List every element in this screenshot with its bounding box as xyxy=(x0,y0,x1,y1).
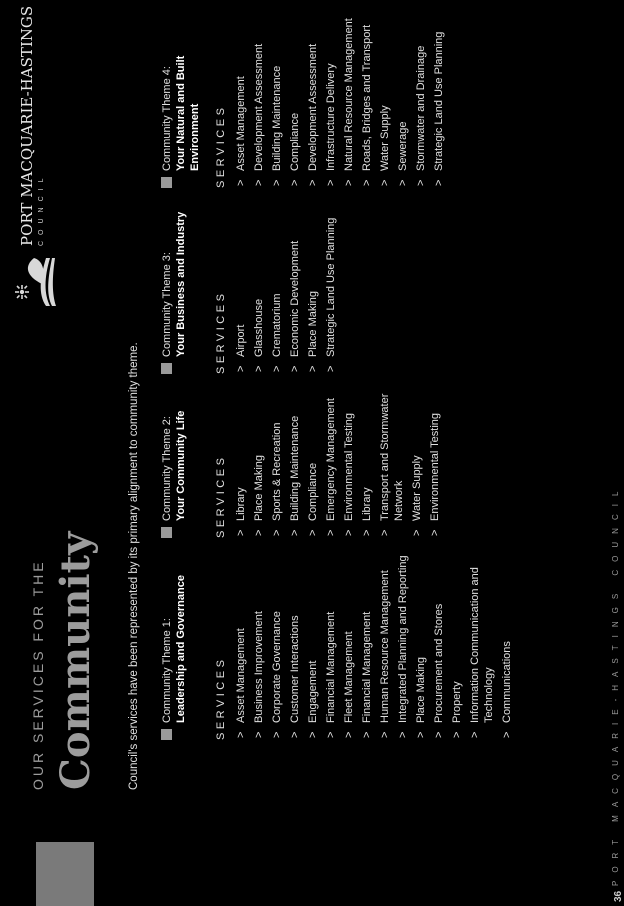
service-item: > Building Maintenance xyxy=(288,353,302,538)
logo-name: PORT MACQUARIE-HASTINGS xyxy=(18,5,36,246)
service-item: > Information Communication and Technology xyxy=(468,555,496,740)
theme-square-icon xyxy=(161,729,172,740)
service-item: > Financial Management xyxy=(324,555,338,740)
theme-header xyxy=(160,3,202,188)
service-item: > Asset Management xyxy=(234,555,248,740)
theme-column-3 xyxy=(160,189,342,374)
theme-label: Community Theme 2: xyxy=(161,416,173,521)
service-item: > Roads, Bridges and Transport xyxy=(360,3,374,188)
theme-header xyxy=(160,189,202,374)
theme-name: Your Community Life xyxy=(175,410,187,521)
service-item: > Environmental Testing xyxy=(428,353,442,538)
service-item: > Place Making xyxy=(252,353,266,538)
service-item: > Crematorium xyxy=(270,189,284,374)
services-label: SERVICES xyxy=(215,656,227,740)
services-list xyxy=(234,3,446,188)
eyebrow-heading: OUR SERVICES FOR THE xyxy=(30,559,46,790)
council-logo-icon xyxy=(12,254,58,310)
service-item: > Stormwater and Drainage xyxy=(414,3,428,188)
service-item: > Development Assessment xyxy=(306,3,320,188)
theme-name: Your Business and Industry xyxy=(175,211,187,357)
service-item: > Fleet Management xyxy=(342,555,356,740)
theme-square-icon xyxy=(161,177,172,188)
service-item: > Sports & Recreation xyxy=(270,353,284,538)
service-item: > Infrastructure Delivery xyxy=(324,3,338,188)
theme-name: Leadership and Governance xyxy=(175,575,187,723)
theme-square-icon xyxy=(161,527,172,538)
theme-label: Community Theme 1: xyxy=(161,618,173,723)
theme-label: Community Theme 4: xyxy=(161,66,173,171)
footer-council-name: PORT MACQUARIE-HASTINGS COUNCIL xyxy=(611,483,620,886)
services-list xyxy=(234,189,338,374)
service-item: > Building Maintenance xyxy=(270,3,284,188)
service-item: > Procurement and Stores xyxy=(432,555,446,740)
service-item: > Communications xyxy=(500,555,514,740)
service-item: > Property xyxy=(450,555,464,740)
theme-square-icon xyxy=(161,363,172,374)
service-item: > Compliance xyxy=(288,3,302,188)
service-item: > Asset Management xyxy=(234,3,248,188)
services-list xyxy=(234,353,442,538)
theme-column-1 xyxy=(160,555,518,740)
services-label: SERVICES xyxy=(215,454,227,538)
service-item: > Airport xyxy=(234,189,248,374)
theme-label: Community Theme 3: xyxy=(161,252,173,357)
service-item: > Development Assessment xyxy=(252,3,266,188)
service-item: > Environmental Testing xyxy=(342,353,356,538)
services-label: SERVICES xyxy=(215,290,227,374)
service-item: > Place Making xyxy=(414,555,428,740)
services-list xyxy=(234,555,514,740)
service-item: > Corporate Governance xyxy=(270,555,284,740)
logo-subtitle: COUNCIL xyxy=(38,172,45,246)
service-item: > Compliance xyxy=(306,353,320,538)
service-item: > Water Supply xyxy=(410,353,424,538)
service-item: > Business Improvement xyxy=(252,555,266,740)
service-item: > Financial Management xyxy=(360,555,374,740)
decorative-grey-block xyxy=(36,842,94,906)
service-item: > Library xyxy=(360,353,374,538)
service-item: > Water Supply xyxy=(378,3,392,188)
service-item: > Place Making xyxy=(306,189,320,374)
service-item: > Glasshouse xyxy=(252,189,266,374)
service-item: > Transport and Stormwater Network xyxy=(378,353,406,538)
page-title: Community xyxy=(52,531,99,790)
service-item: > Strategic Land Use Planning xyxy=(432,3,446,188)
service-item: > Sewerage xyxy=(396,3,410,188)
service-item: > Engagement xyxy=(306,555,320,740)
services-label: SERVICES xyxy=(215,104,227,188)
page-number: 36 xyxy=(613,890,624,902)
theme-name: Your Natural and Built Environment xyxy=(175,55,201,171)
service-item: > Economic Development xyxy=(288,189,302,374)
theme-header xyxy=(160,353,202,538)
intro-text: Council's services have been represented by its primary alignment to community theme. xyxy=(128,342,140,790)
theme-header xyxy=(160,555,202,740)
service-item: > Integrated Planning and Reporting xyxy=(396,555,410,740)
theme-column-4 xyxy=(160,3,450,188)
service-item: > Library xyxy=(234,353,248,538)
service-item: > Human Resource Management xyxy=(378,555,392,740)
service-item: > Emergency Management xyxy=(324,353,338,538)
service-item: > Strategic Land Use Planning xyxy=(324,189,338,374)
service-item: > Natural Resource Management xyxy=(342,3,356,188)
service-item: > Customer Interactions xyxy=(288,555,302,740)
theme-column-2 xyxy=(160,353,446,538)
council-logo xyxy=(12,5,62,310)
